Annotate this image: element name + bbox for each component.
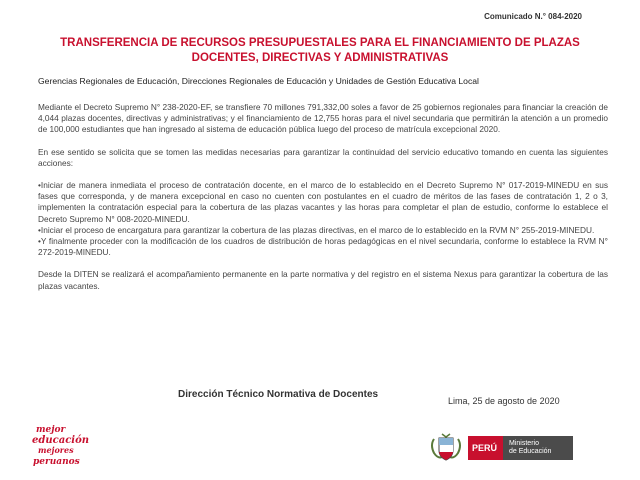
coat-of-arms-icon [428, 433, 464, 463]
document-date: Lima, 25 de agosto de 2020 [448, 396, 560, 406]
comunicado-number: Comunicado N.° 084-2020 [484, 12, 582, 21]
document-body [38, 102, 608, 303]
paragraph-request: En ese sentido se solicita que se tomen las medidas necesarias para garantizar la continuidad del servicio educativo tomando en cuenta las siguientes acciones: [38, 146, 608, 168]
paragraph-diten: Desde la DITEN se realizará el acompañamiento permanente en la parte normativa y del registro en el sistema Nexus para garantizar la cobertura de las plazas vacantes. [38, 269, 608, 291]
paragraph-decree: Mediante el Decreto Supremo N° 238-2020-EF, se transfiere 70 millones 791,332,00 soles a favor de 25 gobiernos regionales para financiar la creación de 4,044 plazas docentes, directivas y administrativas; y el financiamiento de 12,755 horas para el nivel secundaria que permitirán la atención a un promedio de 100,000 estudiantes que han ingresado al sistema de educación pública luego del proceso de matrícula excepcional 2020. [38, 102, 608, 135]
slogan-line-3: mejores [38, 445, 74, 455]
ministry-name-box [503, 436, 573, 460]
document-title [30, 36, 610, 66]
bullet-item: •Iniciar de manera inmediata el proceso de contratación docente, en el marco de lo establecido en el Decreto Supremo N° 017-2019-MINEDU en sus fases que corresponda, y de manera excepcional en caso no cuenten con postulantes en el cuadro de méritos de las fases de contratación 1, 2 o 3, implementen la contratación especial para la cobertura de las plazas vacantes y las horas para completar el plan de estudio, conforme lo establece el Decreto Supremo N° 008-2020-MINEDU. [38, 180, 608, 224]
slogan-line-4: peruanos [33, 457, 80, 467]
peru-label-box [468, 436, 503, 460]
slogan-line-1: mejor [36, 425, 66, 435]
peru-label: PERÚ [472, 443, 498, 453]
signature-office: Dirección Técnico Normativa de Docentes [178, 389, 379, 400]
bullet-item: •Y finalmente proceder con la modificación de los cuadros de distribución de horas pedagógicas en el nivel secundaria, conforme lo establece la RVM N° 272-2019-MINEDU. [38, 236, 608, 258]
ministry-logo [428, 433, 608, 463]
slogan-line-2: educación [32, 435, 90, 446]
ministry-name-line-1: Ministerio [509, 440, 539, 447]
ministry-name-line-2: de Educación [509, 448, 552, 455]
title-line-1: TRANSFERENCIA DE RECURSOS PRESUPUESTALES PARA EL FINANCIAMIENTO DE PLAZAS [60, 37, 580, 49]
slogan-logo [30, 420, 100, 470]
bullet-item: •Iniciar el proceso de encargatura para garantizar la cobertura de las plazas directivas, en el marco de lo establecido en la RVM N° 255-2019-MINEDU. [38, 224, 595, 235]
recipients-subtitle: Gerencias Regionales de Educación, Direcciones Regionales de Educación y Unidades de Gestión Educativa Local [38, 76, 479, 86]
title-line-2: DOCENTES, DIRECTIVAS Y ADMINISTRATIVAS [191, 52, 449, 64]
